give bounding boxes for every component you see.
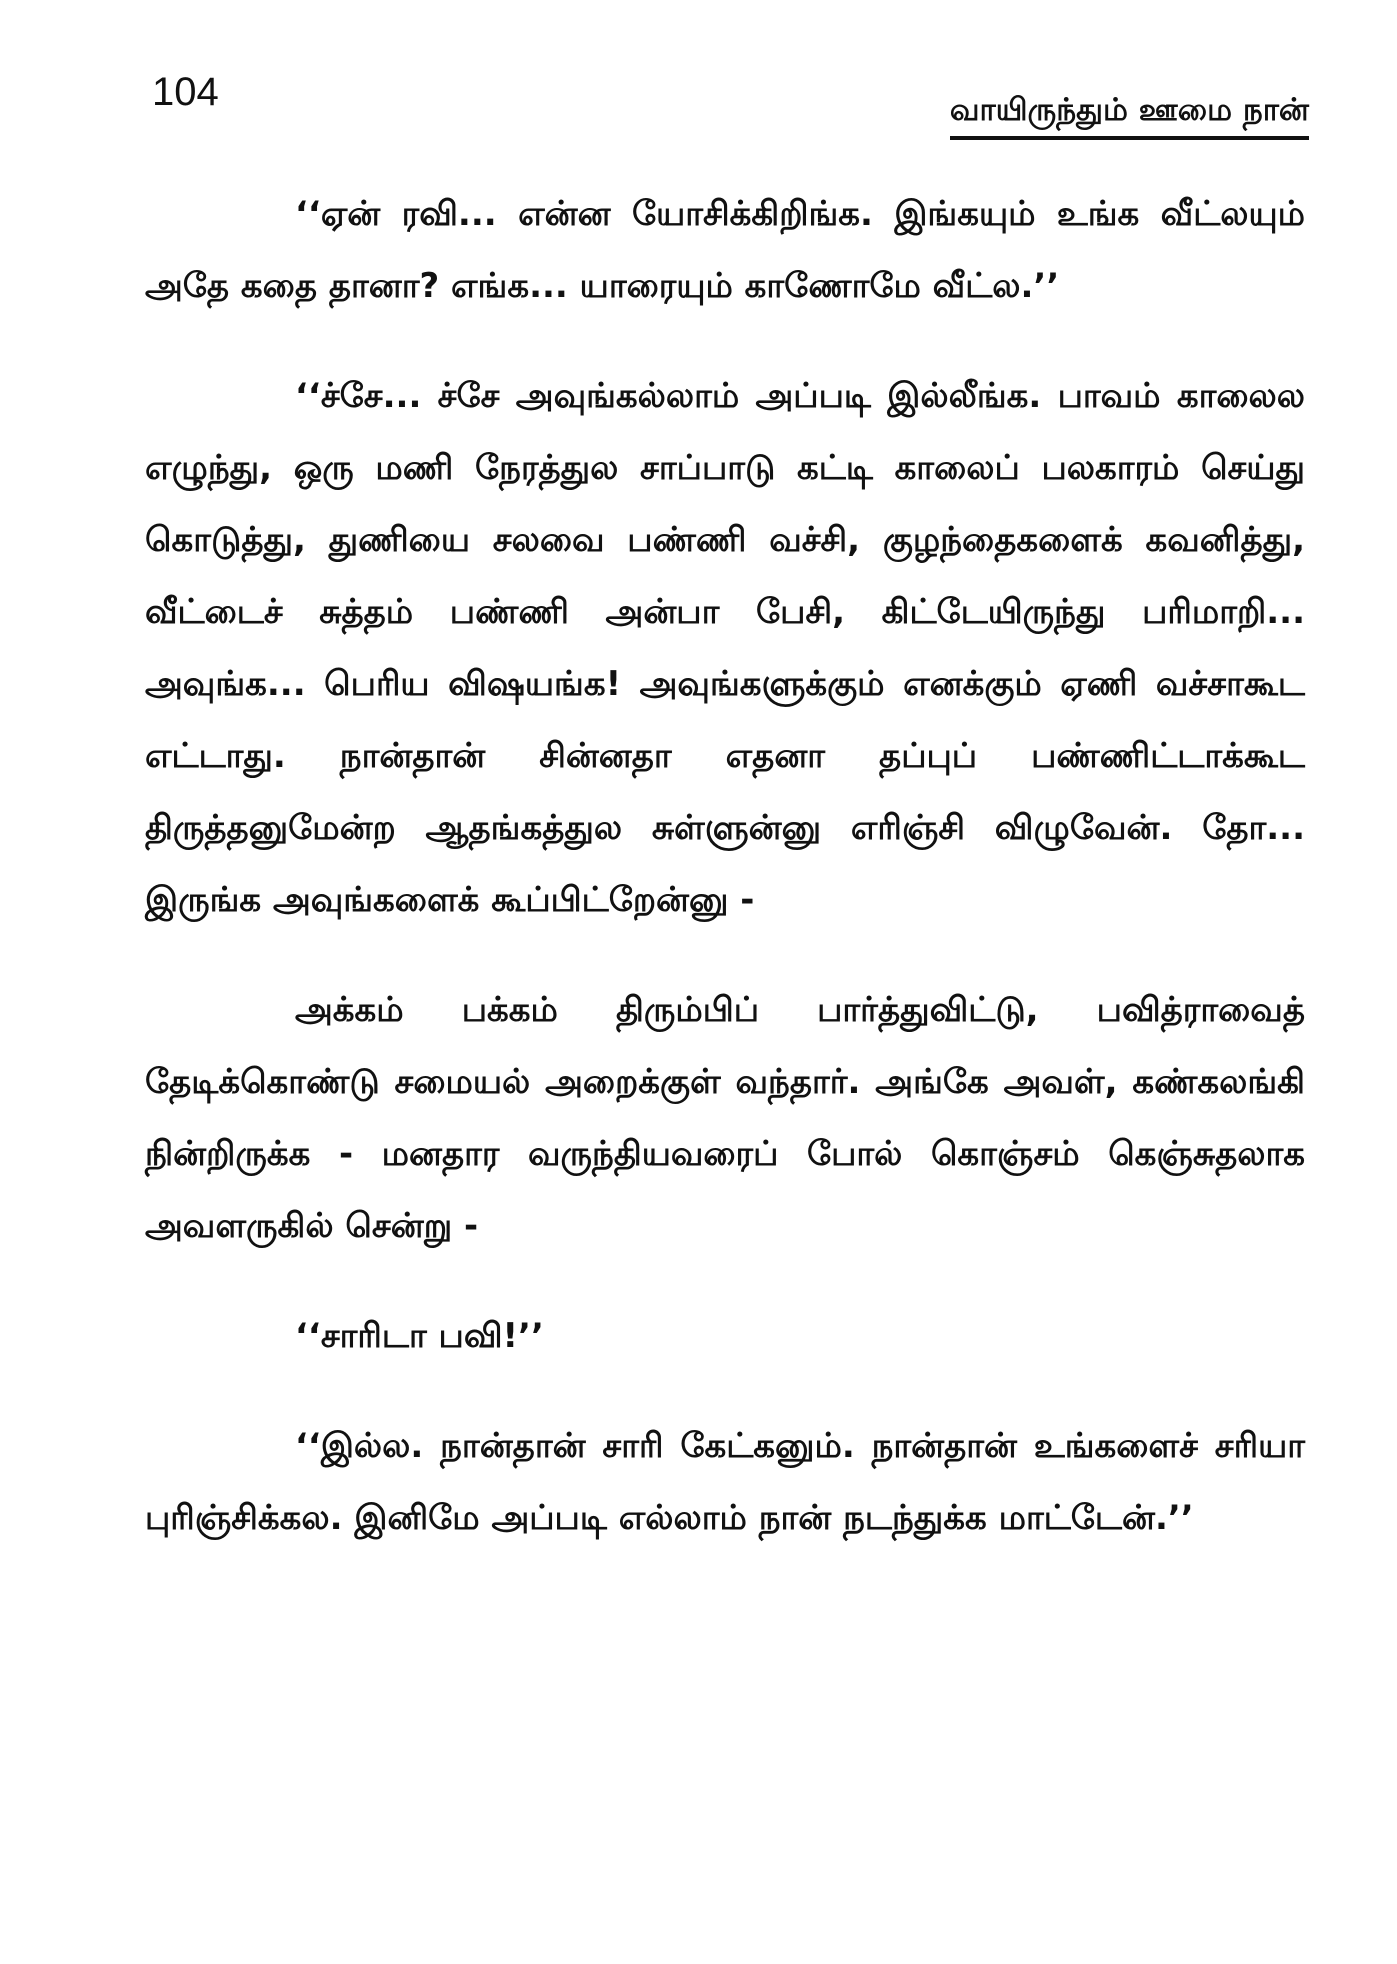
paragraph: ‘‘ச்சே... ச்சே அவுங்கல்லாம் அப்படி இல்லீங்க. பாவம் காலைல எழுந்து, ஒரு மணி நேரத்துல சாப்பாடு கட்டி காலைப் பலகாரம் செய்து கொடுத்து, துணியை சலவை பண்ணி வச்சி, குழந்தைகளைக் கவனித்து, வீட்டைச் சுத்தம் பண்ணி அன்பா பேசி, கிட்டேயிருந்து பரிமாறி... அவுங்க... பெரிய விஷயங்க! அவுங்களுக்கும் எனக்கும் ஏணி வச்சாகூட எட்டாது. நான்தான் சின்னதா எதனா தப்புப் பண்ணிட்டாக்கூட திருத்தனுமேன்ற ஆதங்கத்துல சுள்ளுன்னு எரிஞ்சி விழுவேன். தோ... இருங்க அவுங்களைக் கூப்பிட்றேன்னு - [145, 376, 1305, 920]
page-number: 104 [152, 70, 219, 114]
paragraph: அக்கம் பக்கம் திரும்பிப் பார்த்துவிட்டு, பவித்ராவைத் தேடிக்கொண்டு சமையல் அறைக்குள் வந்தார். அங்கே அவள், கண்கலங்கி நின்றிருக்க - மனதார வருந்தியவரைப் போல் கொஞ்சம் கெஞ்சுதலாக அவளருகில் சென்று - [145, 990, 1305, 1246]
running-header: வாயிருந்தும் ஊமை நான் [950, 90, 1309, 140]
page-body [145, 178, 1305, 1592]
paragraph: ‘‘சாரிடா பவி!’’ [295, 1316, 544, 1356]
paragraph: ‘‘இல்ல. நான்தான் சாரி கேட்கனும். நான்தான் உங்களைச் சரியா புரிஞ்சிக்கல. இனிமே அப்படி எல்லாம் நான் நடந்துக்க மாட்டேன்.’’ [145, 1426, 1305, 1538]
paragraph: ‘‘ஏன் ரவி... என்ன யோசிக்கிறிங்க. இங்கயும் உங்க வீட்லயும் அதே கதை தானா? எங்க... யாரையும் காணோமே வீட்ல.’’ [145, 194, 1305, 306]
